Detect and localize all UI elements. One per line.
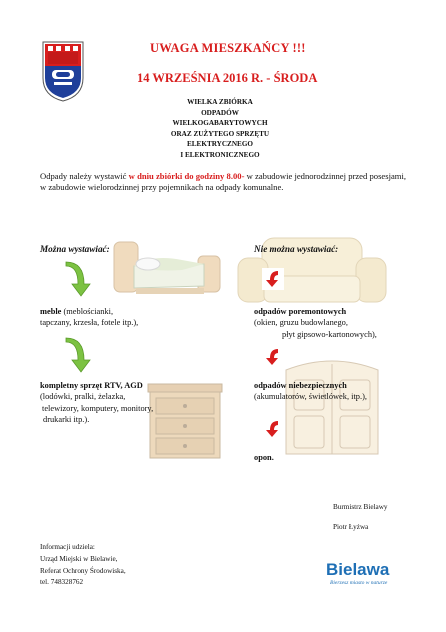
item-detail: (lodówki, pralki, żelazka, <box>40 392 126 402</box>
contact-line: Urząd Miejski w Bielawie, <box>40 554 118 563</box>
bielawa-logo: Bielawa <box>326 560 390 579</box>
red-arrow-icon <box>262 268 284 290</box>
intro-text: Odpady należy wystawić <box>40 171 129 181</box>
item-label: opon. <box>254 453 274 462</box>
event-heading <box>150 97 290 161</box>
bed-illustration <box>112 236 224 304</box>
item-detail: telewizory, komputery, monitory, <box>42 403 154 413</box>
heading-line: ORAZ ZUŻYTEGO SPRZĘTU <box>170 129 270 138</box>
item-detail: drukarki itp.). <box>43 415 90 425</box>
signature-name: Piotr Łyżwa <box>333 523 369 531</box>
wardrobe-illustration <box>280 356 384 456</box>
forbidden-heading: Nie można wystawiać: <box>254 244 339 254</box>
forbidden-item-tires <box>254 452 274 463</box>
green-arrow-icon <box>62 260 94 300</box>
red-arrow-icon <box>262 346 284 368</box>
event-date: 14 WRZEŚNIA 2016 R. - ŚRODA <box>137 71 318 85</box>
item-detail: tapczany, krzesła, fotele itp.), <box>40 318 139 328</box>
item-detail: płyt gipsowo-kartonowych), <box>282 329 377 339</box>
desk-illustration <box>146 376 224 466</box>
heading-line: ODPADÓW <box>201 108 239 117</box>
item-label: meble <box>40 307 62 316</box>
item-label: odpadów poremontowych <box>254 307 347 316</box>
heading-line: ELEKTRYCZNEGO <box>186 140 254 149</box>
allowed-item-electronics <box>40 380 153 426</box>
contact-line: tel. 748328762 <box>40 578 84 587</box>
item-label: kompletny sprzęt RTV, AGD <box>40 381 143 390</box>
allowed-item-furniture <box>40 306 138 329</box>
item-label: odpadów niebezpiecznych <box>254 381 347 390</box>
signature-role: Burmistrz Bielawy <box>333 503 388 511</box>
city-crest-icon <box>40 40 86 102</box>
contact-info <box>40 542 126 589</box>
allowed-heading: Można wystawiać: <box>40 244 110 254</box>
item-detail: (meblościanki, <box>61 307 114 316</box>
item-detail: (okien, gruzu budowlanego, <box>254 318 348 328</box>
page-title: UWAGA MIESZKAŃCY !!! <box>150 41 306 55</box>
intro-paragraph <box>40 171 406 194</box>
red-arrow-icon <box>262 418 284 440</box>
contact-line: Informacji udziela: <box>40 543 95 551</box>
heading-line: WIELKOGABARYTOWYCH <box>172 119 268 128</box>
intro-deadline: w dniu zbiórki do godziny 8.00- <box>128 171 245 181</box>
forbidden-item-hazardous <box>254 380 367 403</box>
item-detail: (akumulatorów, świetlówek, itp.), <box>254 392 367 402</box>
heading-line: I ELEKTRONICZNEGO <box>180 150 260 159</box>
intro-text: w zabudowie jednorodzinnej przed posesjami, w zabudowie wielorodzinnej przy pojemnikach na odpady komunalne. <box>40 171 406 193</box>
forbidden-item-renovation <box>254 306 377 340</box>
green-arrow-icon <box>62 336 94 376</box>
contact-line: Referat Ochrony Środowiska, <box>40 566 126 575</box>
heading-line: WIELKA ZBIÓRKA <box>187 98 253 106</box>
logo-tagline: Bierzesz miasto w naturze <box>330 580 388 586</box>
